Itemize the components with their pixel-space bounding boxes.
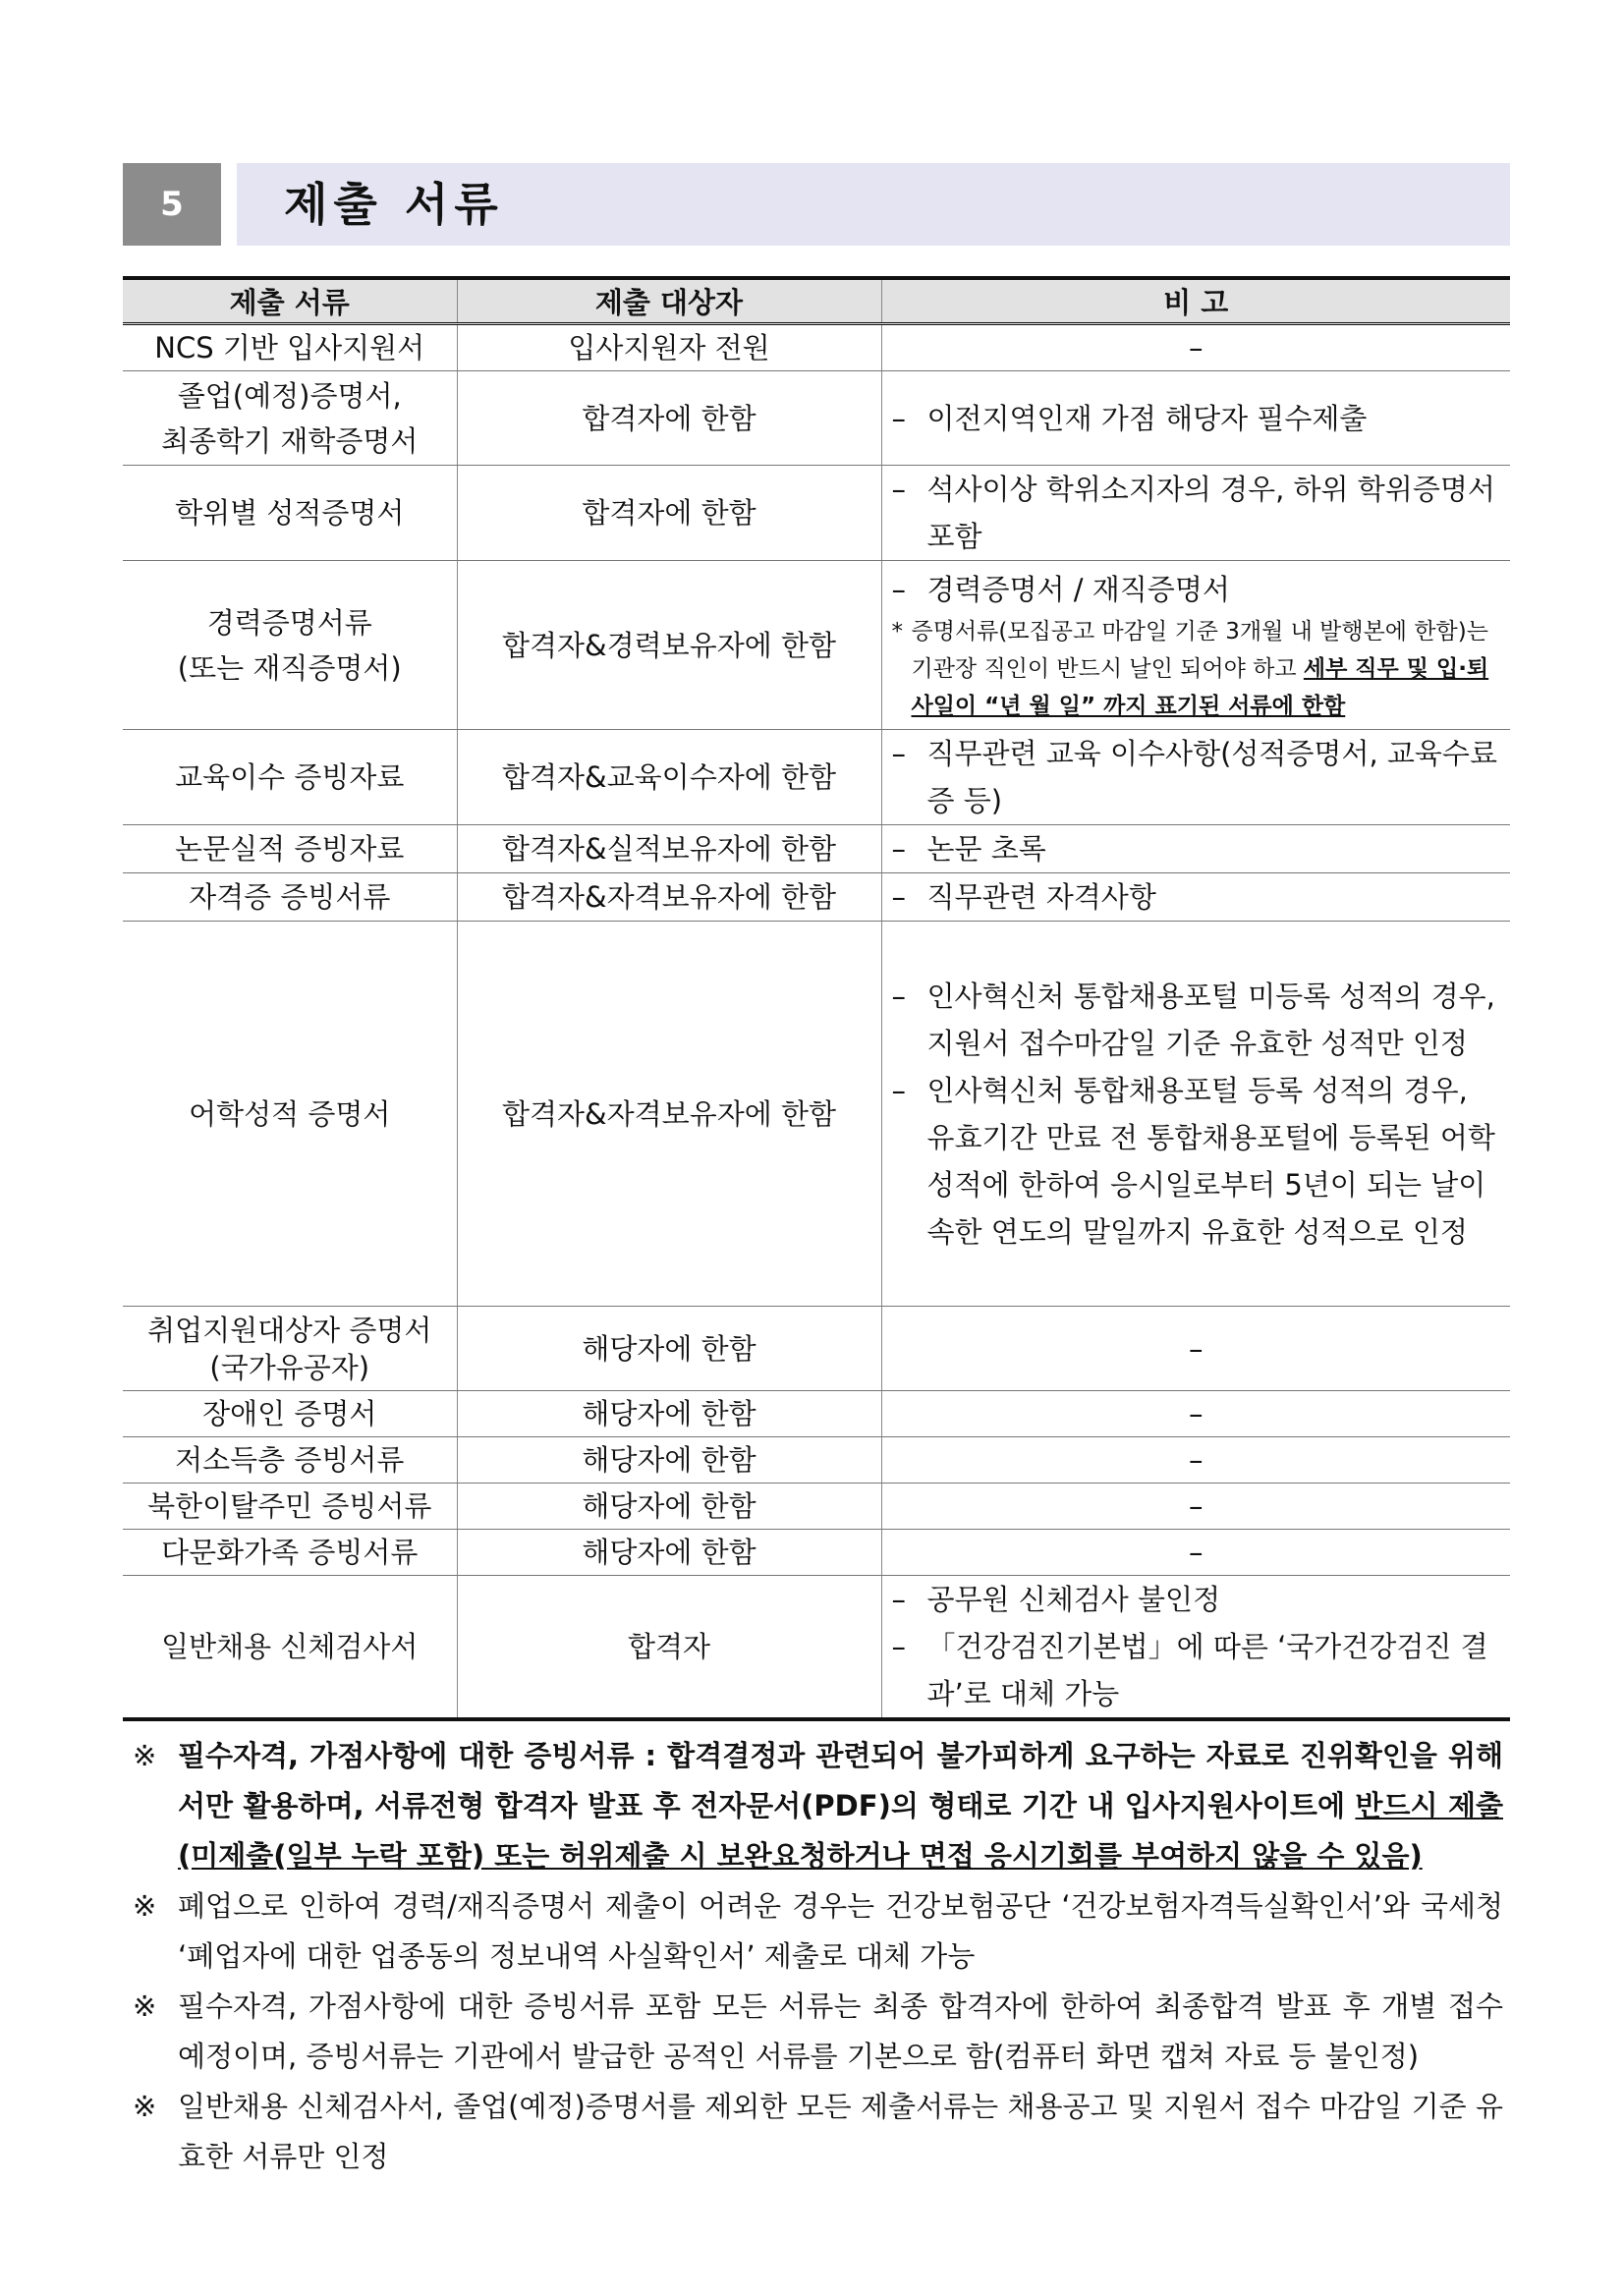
- document-name-line: (국가유공자): [209, 1350, 370, 1384]
- reference-mark: ※: [133, 1739, 157, 1772]
- document-name: [123, 371, 457, 466]
- remark-cell: [881, 922, 1510, 1307]
- table-row: [123, 466, 1510, 561]
- remark-item: – 공무원 신체검사 불인정: [892, 1576, 1501, 1623]
- remark-cell: –: [881, 1391, 1510, 1437]
- remark-text: 인사혁신처 통합채용포털 미등록 성적의 경우, 지원서 접수마감일 기준 유효한 성적만 인정: [926, 979, 1495, 1060]
- document-name: 다문화가족 증빙서류: [123, 1530, 457, 1576]
- document-name: [123, 561, 457, 730]
- footnote-text: 필수자격, 가점사항에 대한 증빙서류 포함 모든 서류는 최종 합격자에 한하여 최종합격 발표 후 개별 접수 예정이며, 증빙서류는 기관에서 발급한 공적인 서류를 기본으로 함(컴퓨터 화면 캡쳐 자료 등 불인정): [178, 1989, 1503, 2073]
- footnote-text: 필수자격, 가점사항에 대한 증빙서류 : 합격결정과 관련되어 불가피하게 요구하는 자료로 진위확인을 위해서만 활용하며, 서류전형 합격자 발표 후 전자문서(PDF)의 형태로 기간 내 입사지원사이트에: [178, 1739, 1503, 1822]
- footnote-item: [133, 2082, 1503, 2182]
- document-name-line: 취업지원대상자 증명서: [147, 1313, 432, 1347]
- requirement-text: 증명서류(모집공고 마감일 기준 3개월 내 발행본에 한함)는 기관장 직인이 반드시 날인 되어야 하고: [911, 618, 1488, 682]
- remark-item: – 직무관련 자격사항: [892, 873, 1501, 921]
- remark-cell: [881, 825, 1510, 873]
- footnotes: [133, 1731, 1503, 2182]
- section-header: [123, 163, 1510, 246]
- table-row: [123, 1530, 1510, 1576]
- remark-text: 경력증명서 / 재직증명서: [926, 572, 1230, 606]
- remark-item: – 인사혁신처 통합채용포털 등록 성적의 경우, 유효기간 만료 전 통합채용포털에 등록된 어학성적에 한하여 응시일로부터 5년이 되는 날이 속한 연도의 말일까지 유효한 성적으로 인정: [892, 1067, 1501, 1256]
- table-row: [123, 1576, 1510, 1720]
- target-cell: 합격자&교육이수자에 한함: [457, 730, 881, 825]
- document-name-line: 졸업(예정)증명서,: [177, 378, 402, 413]
- remark-cell: [881, 873, 1510, 922]
- table-row: [123, 1484, 1510, 1530]
- document-name: [123, 1307, 457, 1391]
- document-name: 어학성적 증명서: [123, 922, 457, 1307]
- remark-cell: [881, 371, 1510, 466]
- remark-item: – 논문 초록: [892, 825, 1501, 872]
- remark-cell: –: [881, 1307, 1510, 1391]
- document-name-line: 최종학기 재학증명서: [161, 423, 419, 458]
- remark-item: – 「건강검진기본법」에 따른 ‘국가건강검진 결과’로 대체 가능: [892, 1623, 1501, 1717]
- remark-item: – 이전지역인재 가점 해당자 필수제출: [892, 395, 1501, 442]
- reference-mark: ※: [133, 1889, 157, 1923]
- document-name: 저소득층 증빙서류: [123, 1437, 457, 1484]
- document-name: 교육이수 증빙자료: [123, 730, 457, 825]
- column-header-remarks: 비 고: [881, 278, 1510, 324]
- requirement-emphasis: 세부 직무 및 입·퇴사일이 “년 월 일” 까지 표기된 서류에 한함: [911, 655, 1489, 719]
- table-row: [123, 324, 1510, 371]
- certificate-requirement-note: * 증명서류(모집공고 마감일 기준 3개월 내 발행본에 한함)는 기관장 직인이 반드시 날인 되어야 하고 세부 직무 및 입·퇴사일이 “년 월 일” 까지 표기된 서류에 한함: [891, 618, 1489, 719]
- table-header-row: [123, 278, 1510, 324]
- target-cell: 합격자&경력보유자에 한함: [457, 561, 881, 730]
- remark-cell: [881, 561, 1510, 730]
- remark-cell: –: [881, 1484, 1510, 1530]
- table-row: [123, 922, 1510, 1307]
- document-name: 학위별 성적증명서: [123, 466, 457, 561]
- target-cell: 해당자에 한함: [457, 1530, 881, 1576]
- table-row: [123, 825, 1510, 873]
- remark-text: 직무관련 자격사항: [926, 880, 1156, 914]
- table-row: [123, 1391, 1510, 1437]
- reference-mark: ※: [133, 2090, 157, 2123]
- target-cell: 해당자에 한함: [457, 1307, 881, 1391]
- table-row: [123, 730, 1510, 825]
- table-row: [123, 1437, 1510, 1484]
- footnote-text: 폐업으로 인하여 경력/재직증명서 제출이 어려운 경우는 건강보험공단 ‘건강보험자격득실확인서’와 국세청 ‘폐업자에 대한 업종동의 정보내역 사실확인서’ 제출로 대체 가능: [178, 1889, 1503, 1973]
- document-name: NCS 기반 입사지원서: [123, 324, 457, 371]
- section-title: 제출 서류: [284, 178, 504, 231]
- remark-cell: [881, 466, 1510, 561]
- remark-cell: –: [881, 1530, 1510, 1576]
- remark-text: 인사혁신처 통합채용포털 등록 성적의 경우, 유효기간 만료 전 통합채용포털에 등록된 어학성적에 한하여 응시일로부터 5년이 되는 날이 속한 연도의 말일까지 유효한 성적으로 인정: [926, 1073, 1495, 1249]
- target-cell: 합격자&자격보유자에 한함: [457, 922, 881, 1307]
- remark-text: 논문 초록: [926, 832, 1046, 866]
- target-cell: 합격자&자격보유자에 한함: [457, 873, 881, 922]
- footnote-underlined-text: 반드시 제출(미제출(일부 누락 포함) 또는 허위제출 시 보완요청하거나 면접 응시기회를 부여하지 않을 수 있음): [178, 1789, 1503, 1873]
- remark-cell: –: [881, 1437, 1510, 1484]
- remark-text: 공무원 신체검사 불인정: [926, 1583, 1221, 1616]
- remark-cell: –: [881, 324, 1510, 371]
- reference-mark: ※: [133, 1989, 157, 2023]
- table-row: [123, 1307, 1510, 1391]
- target-cell: 해당자에 한함: [457, 1391, 881, 1437]
- footnote-item: [133, 1982, 1503, 2082]
- target-cell: 합격자: [457, 1576, 881, 1720]
- document-name: 자격증 증빙서류: [123, 873, 457, 922]
- remark-text: 이전지역인재 가점 해당자 필수제출: [926, 401, 1368, 435]
- document-name: 논문실적 증빙자료: [123, 825, 457, 873]
- remark-item: – 석사이상 학위소지자의 경우, 하위 학위증명서 포함: [892, 466, 1501, 560]
- target-cell: 입사지원자 전원: [457, 324, 881, 371]
- target-cell: 합격자&실적보유자에 한함: [457, 825, 881, 873]
- target-cell: 해당자에 한함: [457, 1437, 881, 1484]
- remark-text: 석사이상 학위소지자의 경우, 하위 학위증명서 포함: [926, 473, 1495, 553]
- target-cell: 합격자에 한함: [457, 466, 881, 561]
- remark-cell: [881, 730, 1510, 825]
- column-header-target: 제출 대상자: [457, 278, 881, 324]
- table-row: [123, 371, 1510, 466]
- footnote-item: [133, 1881, 1503, 1982]
- remark-item: – 직무관련 교육 이수사항(성적증명서, 교육수료증 등): [892, 730, 1501, 824]
- target-cell: 해당자에 한함: [457, 1484, 881, 1530]
- document-name: 장애인 증명서: [123, 1391, 457, 1437]
- remark-item: – 인사혁신처 통합채용포털 미등록 성적의 경우, 지원서 접수마감일 기준 유효한 성적만 인정: [892, 973, 1501, 1067]
- remark-item: – 경력증명서 / 재직증명서: [892, 566, 1501, 613]
- document-name: 일반채용 신체검사서: [123, 1576, 457, 1720]
- footnote-text: 일반채용 신체검사서, 졸업(예정)증명서를 제외한 모든 제출서류는 채용공고 및 지원서 접수 마감일 기준 유효한 서류만 인정: [178, 2090, 1503, 2173]
- table-row: [123, 873, 1510, 922]
- section-number: 5: [123, 163, 221, 246]
- column-header-documents: 제출 서류: [123, 278, 457, 324]
- document-name-line: (또는 재직증명서): [177, 650, 402, 685]
- remark-text: 「건강검진기본법」에 따른 ‘국가건강검진 결과’로 대체 가능: [926, 1630, 1488, 1710]
- footnote-item: [133, 1731, 1503, 1881]
- documents-table: [123, 276, 1510, 1721]
- table-row: [123, 561, 1510, 730]
- target-cell: 합격자에 한함: [457, 371, 881, 466]
- document-name-line: 경력증명서류: [206, 605, 372, 640]
- remark-cell: [881, 1576, 1510, 1720]
- remark-text: 직무관련 교육 이수사항(성적증명서, 교육수료증 등): [926, 737, 1497, 817]
- document-name: 북한이탈주민 증빙서류: [123, 1484, 457, 1530]
